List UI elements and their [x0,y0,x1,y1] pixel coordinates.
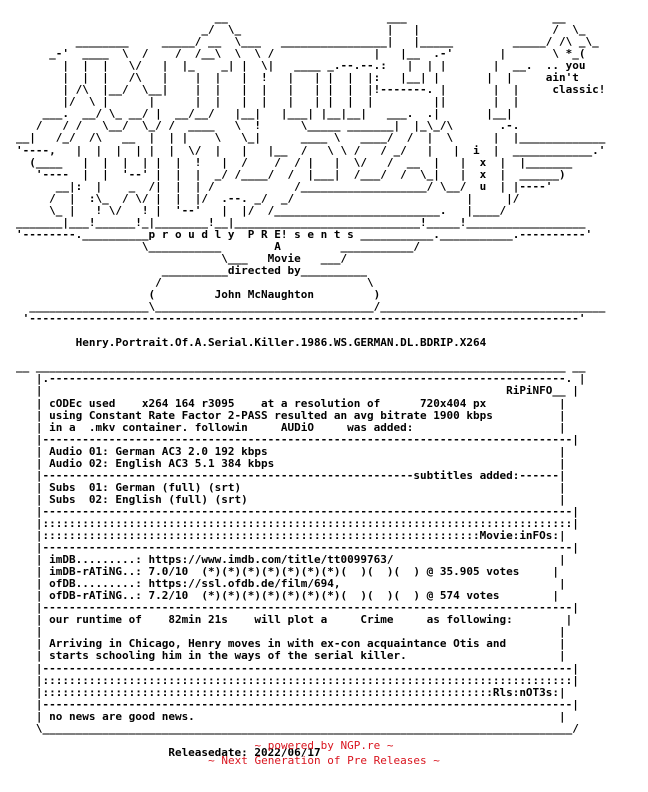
footer [0,738,648,768]
nfo-text: __ ___ __ _/ \_ | | / \_ ________ _____/ __ \___ ________________| |_____ _____/ /\ _\_ _-' ____ \ / / /__\ \ \ / | |__ .-' | \ *_( | | | \/ | |_ _| | \| ____ _.--.--.: | | | | __. .. you | | | /\ | | | | ! | | | | |: |__| | | | ain't | /\ |__/ \__| | | | | | | | | |!-------. | | | classic! |/ \ | | | | | | | | | | | || | | ___. __/ \_ __/ | __/__/ |__| |___| |__|__| ___. .| |__| / / / \__/ \_/ / ____ \ ! \_____ _______| |_\_/\ .-. __| /_/ /\ __ | | | \ \_| ____ \ ____/ / | \ | |_____________ '----, | | | | | | \/ | | |__ / \ \ / / _/ | | i | ____________.' (____ | | | | | | ! | / / / | | \/ / __ | | x | |_______ '---- | | '--' | | | _/ /____/ / |___| /___/ / \_| | x | ______) __|: | _ /| | | / /___________________/ \__/ u | |----' / | :\_ / \/ | | |/ .--. _/ _/ | |/ \_ | ! \/ ! | '--' | |/ /_________________________. |____/ _______|___!______!_|________!__|____________________________!_____!__________________ '--------.__________p r o u d l y P R E! s e n t s ___________.___________.----------' \___________ A ___________/ \___ Movie ___/ __________directed by__________ / \ ( John McNaughton ) __________________\_________________________________/__________________________________ '-----------------------------------------------------------------------------------' Henry.Portrait.Of.A.Serial.Killer.1986.WS.GERMAN.DL.BDRIP.X264 __ ________________________________________________________________________________ __ |.------------------------------------------------------------------------------. | | RiPiNFO__ | | cODEc used x264 164 r3095 at a resolution of 720x404 px | | using Constant Rate Factor 2-PASS resulted an avg bitrate 1900 kbps | | in a .mkv container. followin AUDiO was added: | |--------------------------------------------------------------------------------| | Audio 01: German AC3 2.0 192 kbps | | Audio 02: English AC3 5.1 384 kbps | |--------------------------------------------------------subtitles added:------| | Subs 01: German (full) (srt) | | Subs 02: English (full) (srt) | |--------------------------------------------------------------------------------| |::::::::::::::::::::::::::::::::::::::::::::::::::::::::::::::::::::::::::::::::| |::::::::::::::::::::::::::::::::::::::::::::::::::::::::::::::::::Movie:inFOs:| |--------------------------------------------------------------------------------| | imDB.........: https://www.imdb.com/title/tt0099763/ | | imDB-rATiNG..: 7.0/10 (*)(*)(*)(*)(*)(*)(*)( )( )( ) @ 35.905 votes | | ofDB.........: https://ssl.ofdb.de/film/694, | | ofDB-rATiNG..: 7.2/10 (*)(*)(*)(*)(*)(*)(*)( )( )( ) @ 574 votes | |--------------------------------------------------------------------------------| | our runtime of 82min 21s will plot a Crime as following: | | | | Arriving in Chicago, Henry moves in with ex-con acquaintance Otis and | | starts schooling him in the ways of the serial killer. | |--------------------------------------------------------------------------------| |::::::::::::::::::::::::::::::::::::::::::::::::::::::::::::::::::::::::::::::::| |::::::::::::::::::::::::::::::::::::::::::::::::::::::::::::::::::::Rls:nOT3s:| |--------------------------------------------------------------------------------| | no news are good news. | \________________________________________________________________________________/ Releasedate: 2022/06/17 [16,11,606,759]
powered-by-line: ~ powered by NGP.re ~ [254,739,394,752]
ngp-tagline: ~ Next Generation of Pre Releases ~ [208,754,440,767]
